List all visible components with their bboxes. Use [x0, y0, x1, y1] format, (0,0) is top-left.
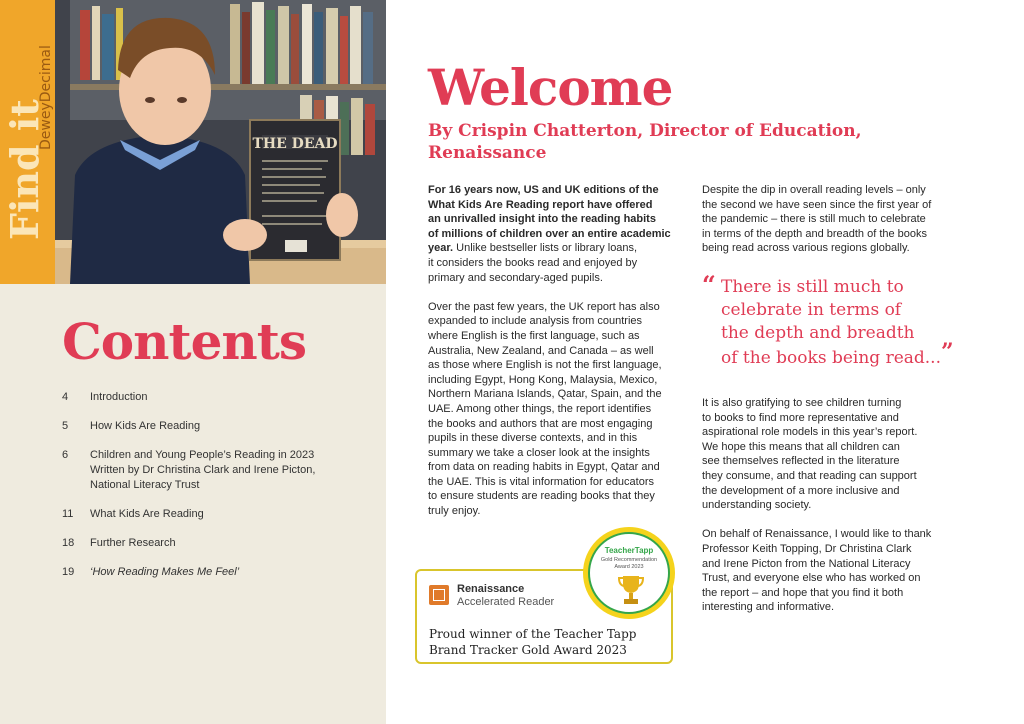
body-line: the second we have seen since the first year of	[702, 198, 932, 211]
award-caption	[429, 626, 636, 658]
toc-label: How Kids Are Reading	[90, 420, 201, 432]
intro-text: Unlike bestseller lists or library loans,	[453, 242, 638, 255]
body-line: expanded to include analysis from countries	[428, 315, 643, 328]
toc-label: Children and Young People’s Reading in 2023	[90, 449, 315, 461]
body-line: Professor Keith Topping, Dr Christina Clark	[702, 542, 912, 555]
body-line: On behalf of Renaissance, I would like to thank	[702, 528, 932, 541]
quote-line: the depth and breadth	[721, 323, 915, 343]
sign-subtext: DeweyDecimal	[38, 45, 54, 150]
intro-line: it considers the books read and enjoyed by	[428, 256, 638, 269]
body-line: Over the past few years, the UK report has also	[428, 300, 660, 313]
body-line: interesting and informative.	[702, 601, 835, 614]
body-line: including Egypt, Hong Kong, Malaysia, Mexico,	[428, 373, 658, 386]
quote-close-mark: ”	[941, 339, 954, 365]
toc-label: Introduction	[90, 391, 148, 403]
left-column	[0, 0, 386, 724]
body-line: being read across various regions globally.	[702, 242, 910, 255]
intro-bold-line: For 16 years now, US and UK editions of the	[428, 184, 659, 196]
toc-item[interactable]	[62, 565, 362, 580]
intro-bold-line: of millions of children over an entire academic	[428, 227, 671, 240]
cover-photo	[0, 0, 386, 284]
toc-item[interactable]	[62, 419, 362, 434]
article-column-2	[702, 183, 964, 615]
book-title: THE DEAD	[252, 136, 338, 152]
body-line: in terms of the depth and breadth of the books	[702, 227, 928, 240]
quote-open-mark: “	[702, 270, 716, 299]
body-line: Despite the dip in overall reading levels – only	[702, 184, 926, 196]
award-caption-line: Proud winner of the Teacher Tapp	[429, 627, 637, 641]
body-line: truly enjoy.	[428, 505, 481, 518]
body-line: the development of a more inclusive and	[702, 484, 900, 497]
toc-page-number: 19	[62, 566, 75, 578]
badge-brand: TeacherTapp	[604, 546, 654, 555]
toc-sublabel: Written by Dr Christina Clark and Irene Picton,	[90, 464, 316, 476]
body-line: pupils in these diverse contexts, and in this	[428, 432, 638, 445]
body-line: understanding society.	[702, 499, 812, 512]
badge-text: Gold Recommendation	[600, 557, 658, 563]
toc-item[interactable]	[62, 507, 362, 522]
award-caption-line: Brand Tracker Gold Award 2023	[429, 643, 627, 657]
toc-page-number: 18	[62, 537, 75, 549]
article-column-1	[428, 183, 684, 519]
accelerated-reader-logo-icon	[429, 585, 449, 605]
body-line: Northern Mariana Islands, Qatar, Spain, and the	[428, 388, 662, 401]
boy-reading-illustration	[0, 0, 386, 284]
body-line: summary we take a closer look at the insights	[428, 446, 650, 459]
body-line: aspirational role models in this year’s report.	[702, 426, 918, 439]
table-of-contents	[62, 390, 362, 594]
intro-line: primary and secondary-aged pupils.	[428, 271, 603, 284]
brand-name: Renaissance	[457, 583, 525, 595]
body-line: the UAE. This is vital information for educators	[428, 475, 655, 488]
body-line: as those where English is not the first language,	[428, 359, 662, 372]
body-line: they consume, and that reading can support	[702, 469, 917, 482]
body-line: to ensure students are reading books that they	[428, 490, 655, 503]
body-line: UAE. Among other things, the report identifies	[428, 402, 652, 415]
body-line: the report – and hope that you find it both	[702, 586, 904, 599]
toc-label: Further Research	[90, 537, 176, 549]
byline-line: Renaissance	[428, 143, 547, 163]
byline	[428, 120, 888, 164]
trophy-icon	[618, 574, 644, 606]
intro-bold-line: What Kids Are Reading report have offered	[428, 198, 653, 211]
intro-bold-word: year.	[428, 242, 454, 255]
intro-bold-line: an unrivalled insight into the reading habits	[428, 213, 656, 226]
toc-label: What Kids Are Reading	[90, 508, 204, 520]
toc-page-number: 6	[62, 449, 69, 461]
byline-line: By Crispin Chatterton, Director of Education,	[428, 121, 862, 141]
body-line: the pandemic – there is still much to celebrate	[702, 213, 926, 226]
pull-quote	[702, 270, 982, 370]
body-line: Australia, New Zealand, and Canada – as well	[428, 344, 654, 357]
toc-sublabel: National Literacy Trust	[90, 479, 200, 491]
toc-item[interactable]	[62, 536, 362, 551]
contents-title: Contents	[62, 312, 307, 371]
quote-line: celebrate in terms of	[721, 300, 902, 320]
body-line: It is also gratifying to see children turning	[702, 396, 902, 409]
body-line: where English is the first language, such as	[428, 329, 640, 342]
quote-line: There is still much to	[721, 277, 904, 297]
sign-text: Find it	[2, 99, 47, 240]
toc-page-number: 4	[62, 391, 69, 403]
body-line: the books and authors that are most engaging	[428, 417, 653, 430]
award-badge	[583, 527, 675, 619]
badge-text: Award 2023	[614, 564, 644, 570]
body-line: and Irene Picton from the National Literacy	[702, 557, 911, 570]
brand-product: Accelerated Reader	[457, 596, 555, 608]
body-line: to books to find more representative and	[702, 411, 899, 424]
toc-page-number: 11	[62, 508, 74, 520]
toc-item[interactable]	[62, 448, 362, 493]
welcome-title: Welcome	[428, 58, 673, 117]
body-line: from data on reading habits in Egypt, Qatar and	[428, 461, 660, 474]
toc-item[interactable]	[62, 390, 362, 405]
body-line: see themselves reflected in the literature	[702, 455, 900, 468]
toc-page-number: 5	[62, 420, 69, 432]
body-line: Trust, and everyone else who has worked on	[702, 572, 921, 585]
body-line: We hope this means that all children can	[702, 440, 900, 453]
toc-label: ‘How Reading Makes Me Feel’	[90, 566, 240, 578]
quote-line: of the books being read...	[721, 348, 941, 368]
